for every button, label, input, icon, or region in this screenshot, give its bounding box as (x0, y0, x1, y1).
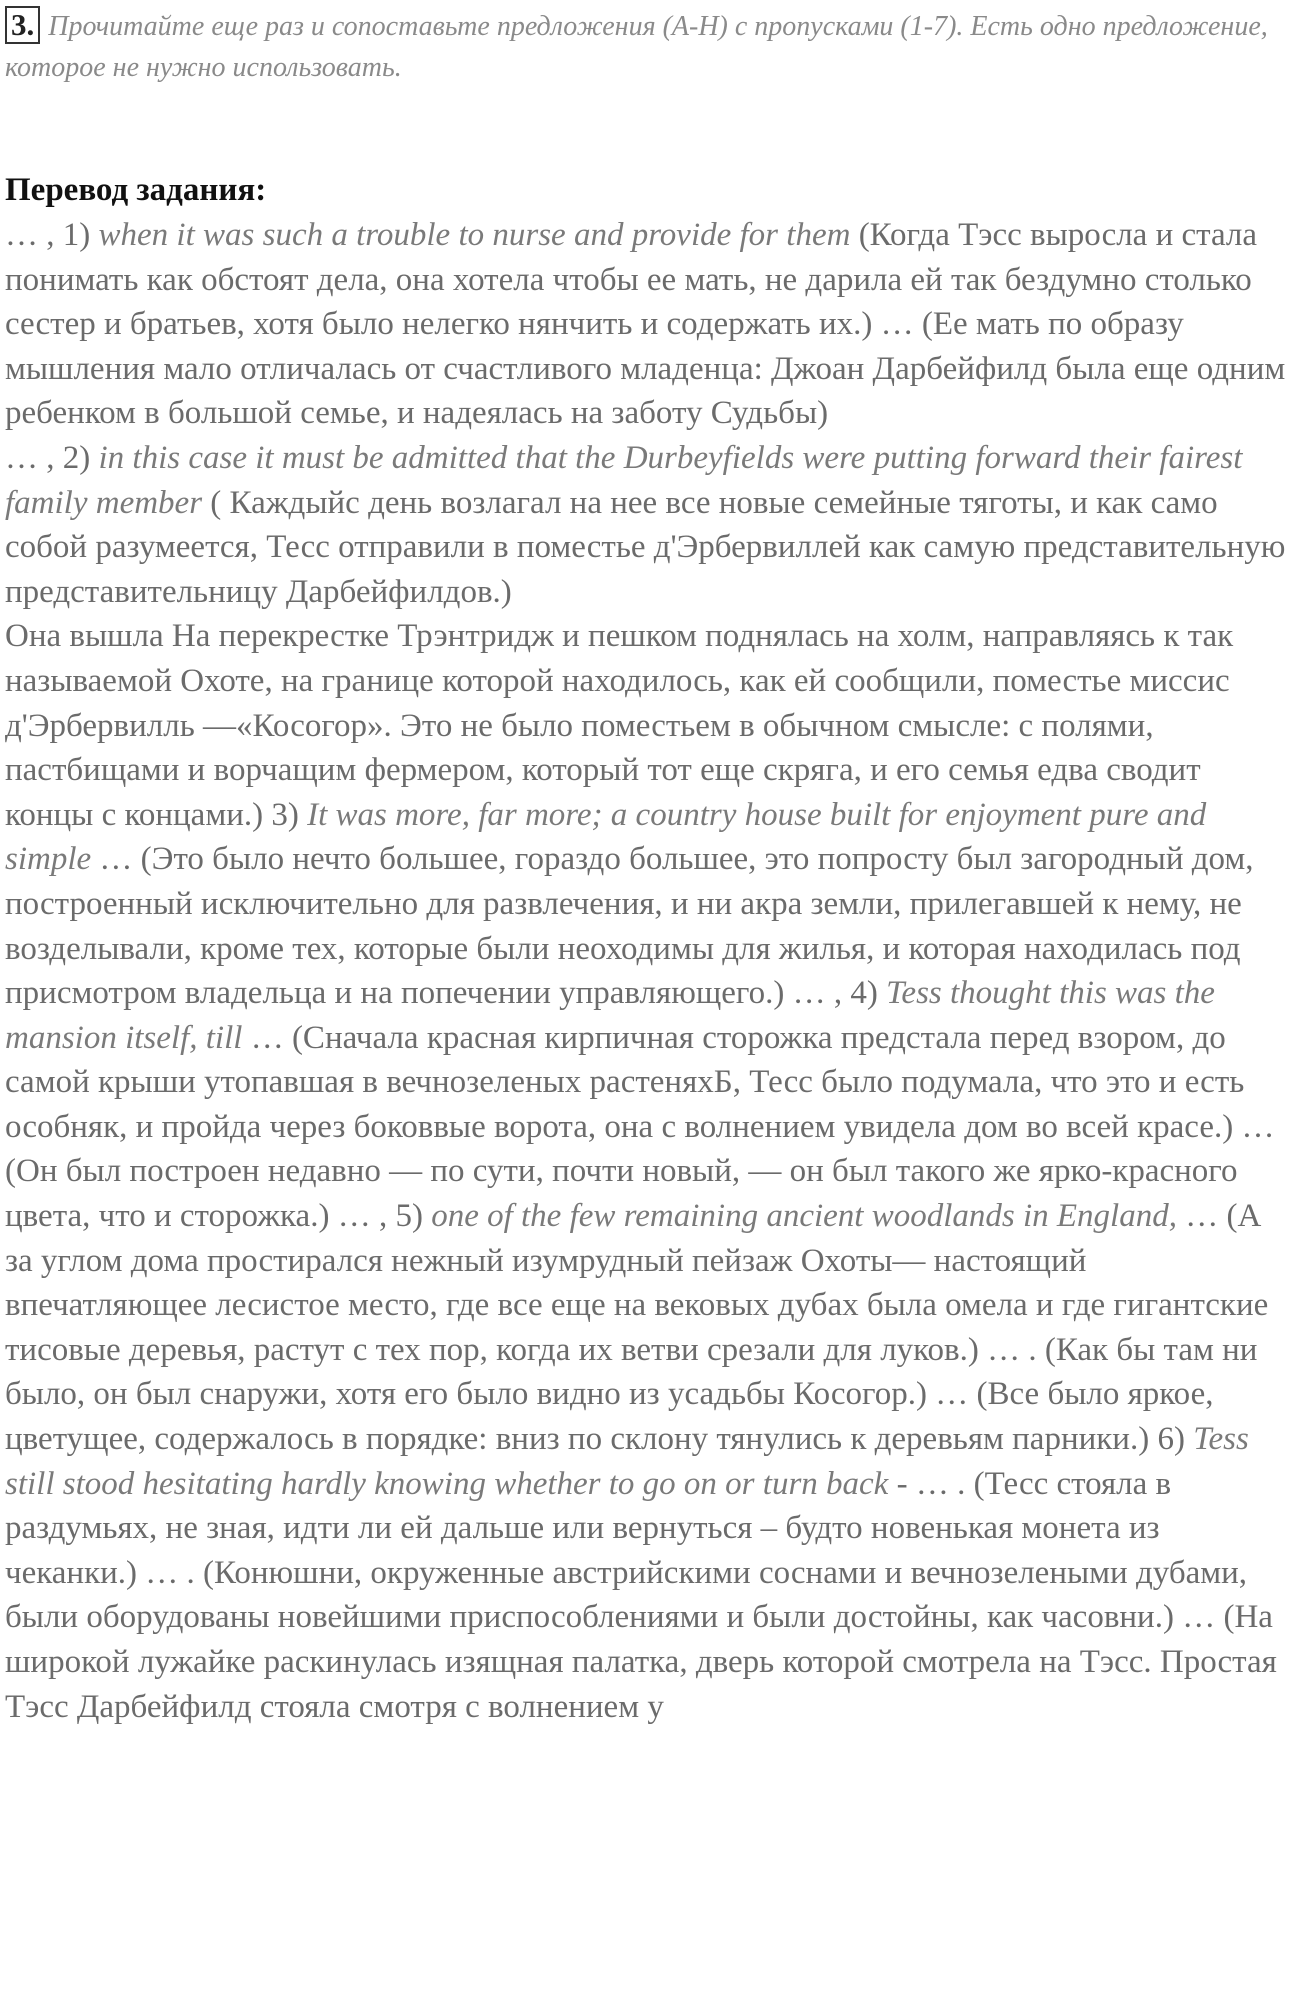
english-fragment: Tess still stood hesitating hardly knowing whether to go on or turn back (5, 1421, 1249, 1502)
translation-paragraph (5, 213, 1295, 436)
english-fragment: It was more, far more; a country house built for enjoyment pure and simple (5, 796, 1207, 878)
english-fragment: one of the few remaining ancient woodlands in England, (431, 1198, 1177, 1235)
russian-text: … (Это было нечто большее, гораздо большее, это попросту был загородный дом, построенный исключительно для развлечения, и ни акра земли, прилегавшей к нему, не возделывали, кроме тех, которые были неоходимы для жилья, и которая находилась под присмотром владельца и на попечении управляющего.) … , 4) (5, 841, 1254, 1012)
russian-text: (Когда Тэсс выросла и стала понимать как обстоят дела, она хотела чтобы ее мать, не дарила ей так бездумно столько сестер и братьев, хотя было нелегко нянчить и содержать их.) … (Ее мать по образу мышления мало отличалась от счастливого младенца: Джоан Дарбейфилд была еще одним ребенком в большой семье, и надеялась на заботу Судьбы) (5, 217, 1286, 432)
russian-text: … , 1) (5, 217, 99, 253)
english-fragment: when it was such a trouble to nurse and provide for them (98, 217, 851, 253)
translation-paragraph (5, 436, 1295, 614)
english-fragment: in this case it must be admitted that the Durbeyfields were putting forward their fairest family member (5, 439, 1243, 521)
task-header (5, 6, 1290, 88)
translation-body (5, 213, 1295, 1729)
task-instruction: Прочитайте еще раз и сопоставьте предложения (A-H) с пропусками (1-7). Есть одно предложение, которое не нужно использовать. (5, 11, 1268, 83)
russian-text: … (А за углом дома простирался нежный изумрудный пейзаж Охоты— настоящий впечатляющее лесистое место, где все еще на вековых дубах была омела и где гигантские тисовые деревья, растут с тех пор, когда их ветви срезали для луков.) … . (Как бы там ни было, он был снаружи, хотя его было видно из усадьбы Косогор.) … (Все было яркое, цветущее, содержалось в порядке: вниз по склону тянулись к деревьям парники.) 6) (5, 1198, 1269, 1458)
english-fragment: Tess thought this was the mansion itself, till (5, 975, 1215, 1056)
russian-text: … , 2) (5, 439, 99, 476)
russian-text: - … . (Тесс стояла в раздумьях, не зная, идти ли ей дальше или вернуться – будто новенькая монета из чеканки.) … . (Конюшни, окруженные австрийскими соснами и вечнозелеными дубами, были оборудованы новейшими приспособлениями и были достойны, как часовни.) … (На широкой лужайке раскинулась изящная палатка, дверь которой смотрела на Тэсс. Простая Тэсс Дарбейфилд стояла смотря с волнением у (5, 1465, 1277, 1725)
russian-text: … (Сначала красная кирпичная сторожка предстала перед взором, до самой крыши утопавшая в вечнозеленых растеняхБ, Тесс было подумала, что это и есть особняк, и пройда через боковвые ворота, она с волнением увидела дом во всей красе.) … (Он был построен недавно — по сути, почти новый, — он был такого же ярко-красного цвета, что и сторожка.) … , 5) (5, 1019, 1275, 1235)
section-title: Перевод задания: (5, 172, 267, 208)
russian-text: Она вышла На перекрестке Трэнтридж и пешком поднялась на холм, направляясь к так называемой Охоте, на границе которой находилось, как ей сообщили, поместье миссис д'Эрбервилль —«Косогор». Это не было поместьем в обычном смысле: с полями, пастбищами и ворчащим фермером, который тот еще скряга, и его семья едва сводит концы с концами.) 3) (5, 618, 1234, 833)
translation-paragraph (5, 614, 1295, 1729)
russian-text: ( Каждыйс день возлагал на нее все новые семейные тяготы, и как само собой разумеется, Тесс отправили в поместье д'Эрбервиллей как самую представительную представительницу Дарбейфилдов.) (5, 484, 1286, 610)
task-number: 3. (5, 6, 40, 44)
